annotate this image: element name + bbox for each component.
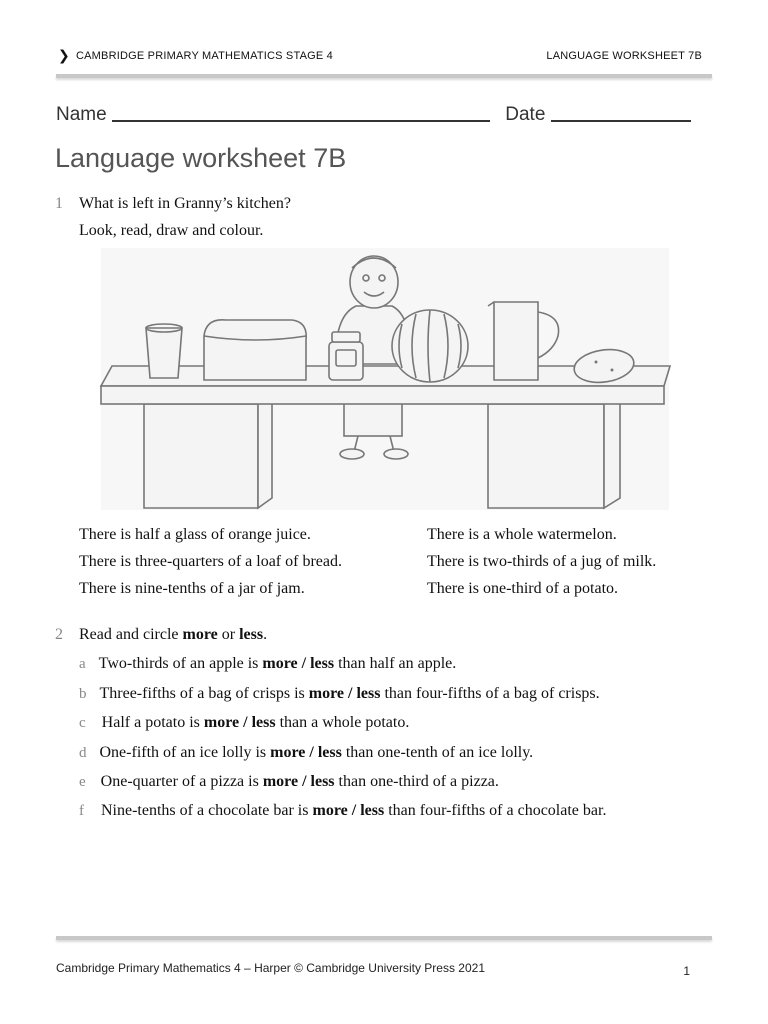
choice-separator: /: [351, 802, 357, 819]
item-before: Half a potato is: [101, 714, 200, 731]
chevron-right-icon: ❯: [58, 48, 70, 64]
question-1-prompt: What is left in Granny’s kitchen?: [79, 195, 291, 212]
question-2-item-b: [79, 685, 600, 703]
item-after: than four-fifths of a chocolate bar.: [388, 802, 607, 819]
statement-right-3: There is one-third of a potato.: [427, 580, 619, 597]
question-2-item-c: [79, 714, 409, 732]
kitchen-illustration: [96, 246, 676, 514]
more-choice[interactable]: more: [262, 655, 298, 672]
name-field[interactable]: [112, 102, 490, 122]
more-choice[interactable]: more: [270, 744, 306, 761]
less-choice[interactable]: less: [317, 744, 342, 761]
date-label: Date: [505, 104, 546, 125]
question-2-prompt-or: or: [221, 626, 236, 643]
statement-left-1: There is half a glass of orange juice.: [79, 526, 311, 543]
item-text: [100, 685, 600, 702]
table-leg-left: [144, 394, 272, 508]
jam-jar-icon: [329, 332, 363, 380]
question-2-prompt-end: .: [263, 626, 268, 643]
header-series: CAMBRIDGE PRIMARY MATHEMATICS STAGE 4: [76, 50, 333, 62]
more-choice[interactable]: more: [312, 802, 348, 819]
more-choice[interactable]: more: [262, 773, 299, 790]
footer-rule: [56, 936, 712, 940]
item-text: [101, 773, 499, 790]
question-2-item-f: [79, 802, 606, 820]
statement-right-1: There is a whole watermelon.: [427, 526, 617, 543]
item-after: than one-tenth of an ice lolly.: [345, 744, 534, 761]
bread-loaf-icon: [204, 320, 306, 380]
item-letter: b: [79, 686, 87, 702]
item-after: than four-fifths of a bag of crisps.: [384, 685, 600, 702]
item-letter: e: [79, 774, 86, 790]
item-letter: c: [79, 715, 86, 731]
less-choice[interactable]: less: [251, 714, 276, 731]
name-label: Name: [56, 104, 107, 125]
glass-icon: [146, 324, 182, 378]
item-before: One-quarter of a pizza is: [100, 773, 259, 790]
choice-separator: /: [243, 714, 248, 731]
question-2-prompt: [79, 626, 267, 644]
item-after: than one-third of a pizza.: [338, 773, 499, 790]
item-after: than a whole potato.: [279, 714, 410, 731]
statement-left-2: There is three-quarters of a loaf of bread.: [79, 553, 342, 570]
question-2-number: 2: [55, 626, 63, 643]
item-before: Nine-tenths of a chocolate bar is: [101, 802, 309, 819]
item-text: [101, 802, 606, 819]
date-field[interactable]: [551, 102, 691, 122]
choice-separator: /: [309, 744, 314, 761]
page-number: 1: [683, 964, 690, 978]
less-choice[interactable]: less: [310, 655, 335, 672]
item-letter: f: [79, 803, 84, 819]
question-2-item-d: [79, 744, 533, 762]
less-choice[interactable]: less: [310, 773, 335, 790]
question-2-prompt-less: less: [239, 626, 264, 643]
item-text: [100, 744, 534, 761]
statement-left-3: There is nine-tenths of a jar of jam.: [79, 580, 305, 597]
item-before: Three-fifths of a bag of crisps is: [99, 685, 305, 702]
table-leg-right: [488, 394, 620, 508]
item-before: One-fifth of an ice lolly is: [99, 744, 267, 761]
less-choice[interactable]: less: [356, 685, 381, 702]
question-2-item-a: [79, 655, 456, 673]
header-worksheet: LANGUAGE WORKSHEET 7B: [546, 50, 702, 62]
watermelon-icon: [392, 310, 468, 382]
item-before: Two-thirds of an apple is: [98, 655, 259, 672]
less-choice[interactable]: less: [360, 802, 385, 819]
question-2-prompt-more: more: [182, 626, 218, 643]
header-rule: [56, 74, 712, 78]
question-1-number: 1: [55, 195, 63, 212]
choice-separator: /: [301, 655, 307, 672]
item-text: [99, 655, 457, 672]
question-2-prompt-text: Read and circle: [79, 626, 179, 643]
question-1-instruction: Look, read, draw and colour.: [79, 222, 264, 239]
choice-separator: /: [348, 685, 353, 702]
item-text: [102, 714, 410, 731]
question-2-item-e: [79, 773, 499, 791]
item-after: than half an apple.: [338, 655, 457, 672]
name-date-row: [56, 102, 716, 126]
more-choice[interactable]: more: [308, 685, 345, 702]
page-title: Language worksheet 7B: [55, 143, 347, 173]
more-choice[interactable]: more: [203, 714, 240, 731]
item-letter: d: [79, 745, 87, 761]
footer-copyright: Cambridge Primary Mathematics 4 – Harper © Cambridge University Press 2021: [56, 961, 485, 975]
item-letter: a: [79, 656, 86, 672]
choice-separator: /: [302, 773, 307, 790]
statement-right-2: There is two-thirds of a jug of milk.: [427, 553, 657, 570]
